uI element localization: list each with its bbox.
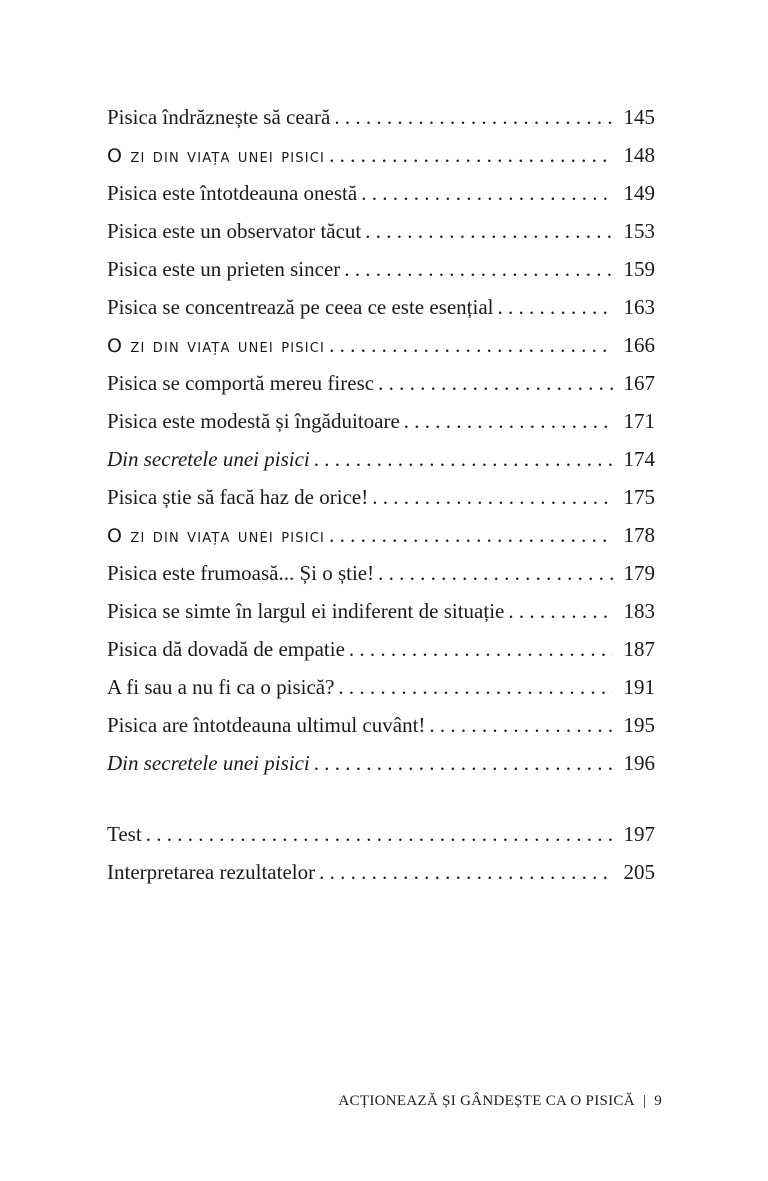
toc-entry (107, 402, 655, 440)
toc-entry (107, 554, 655, 592)
dot-leader (319, 853, 613, 891)
dot-leader (508, 592, 613, 630)
dot-leader (404, 402, 613, 440)
running-title: ACȚIONEAZĂ ȘI GÂNDEȘTE CA O PISICĂ (338, 1093, 635, 1109)
toc-entry-page: 174 (623, 447, 655, 471)
toc-entry-page: 166 (623, 333, 655, 357)
dot-leader (349, 630, 613, 668)
dot-leader (334, 98, 613, 136)
toc-entry (107, 815, 655, 853)
toc-section-chapters (107, 98, 655, 782)
dot-leader (338, 668, 613, 706)
toc-entry-page: 195 (623, 713, 655, 737)
toc-section-gap (107, 782, 655, 815)
toc-entry (107, 174, 655, 212)
toc-entry-title: Interpretarea rezultatelor (107, 860, 316, 884)
toc-entry (107, 326, 655, 364)
dot-leader (378, 364, 613, 402)
dot-leader (329, 516, 613, 554)
toc-entry-title: Pisica este frumoasă... Și o știe! (107, 561, 375, 585)
toc-entry-page: 159 (623, 257, 655, 281)
toc-entry (107, 478, 655, 516)
toc-entry-title: Pisica are întotdeauna ultimul cuvânt! (107, 713, 426, 737)
toc-entry-title: Pisica este întotdeauna onestă (107, 181, 358, 205)
toc-entry-page: 175 (623, 485, 655, 509)
dot-leader (344, 250, 613, 288)
toc-entry-page: 171 (623, 409, 655, 433)
toc-entry-title: Pisica este modestă și îngăduitoare (107, 409, 400, 433)
toc-entry-title: Pisica se simte în largul ei indiferent de situație (107, 599, 505, 623)
toc-entry-title: Din secretele unei pisici (107, 751, 310, 775)
toc-entry (107, 592, 655, 630)
toc-entry-page: 196 (623, 751, 655, 775)
toc-entry-title: Pisica știe să facă haz de orice! (107, 485, 369, 509)
toc-entry (107, 668, 655, 706)
dot-leader (314, 744, 613, 782)
toc-entry-page: 167 (623, 371, 655, 395)
toc-entry-title: Pisica îndrăznește să ceară (107, 105, 331, 129)
toc-entry (107, 250, 655, 288)
toc-entry (107, 516, 655, 554)
toc-section-appendix (107, 815, 655, 891)
page-number: 9 (654, 1093, 662, 1109)
dot-leader (329, 136, 613, 174)
dot-leader (146, 815, 613, 853)
dot-leader (361, 174, 613, 212)
toc-entry-page: 163 (623, 295, 655, 319)
page-footer (338, 1093, 662, 1110)
toc-entry-page: 179 (623, 561, 655, 585)
dot-leader (314, 440, 613, 478)
toc-entry (107, 288, 655, 326)
toc-entry (107, 98, 655, 136)
toc-entry-page: 149 (623, 181, 655, 205)
toc-entry-page: 178 (623, 523, 655, 547)
toc-entry-title: Pisica se concentrează pe ceea ce este esențial (107, 295, 494, 319)
table-of-contents (107, 98, 655, 891)
toc-entry (107, 630, 655, 668)
toc-entry-title: Pisica este un prieten sincer (107, 257, 341, 281)
dot-leader (378, 554, 613, 592)
footer-separator: | (642, 1093, 647, 1109)
toc-entry (107, 706, 655, 744)
toc-entry-page: 197 (623, 822, 655, 846)
toc-entry-title: O zi din viața unei pisici (107, 145, 326, 167)
toc-entry-title: Test (107, 822, 142, 846)
toc-entry-page: 148 (623, 143, 655, 167)
toc-entry-title: Pisica se comportă mereu firesc (107, 371, 375, 395)
toc-entry-title: A fi sau a nu fi ca o pisică? (107, 675, 335, 699)
toc-entry (107, 853, 655, 891)
toc-entry (107, 744, 655, 782)
toc-entry-title: Din secretele unei pisici (107, 447, 310, 471)
toc-entry-page: 205 (623, 860, 655, 884)
toc-entry-page: 145 (623, 105, 655, 129)
toc-entry (107, 212, 655, 250)
toc-entry-title: O zi din viața unei pisici (107, 335, 326, 357)
toc-entry-page: 187 (623, 637, 655, 661)
toc-entry (107, 364, 655, 402)
toc-entry-title: Pisica dă dovadă de empatie (107, 637, 345, 661)
toc-entry-page: 191 (623, 675, 655, 699)
toc-entry (107, 440, 655, 478)
dot-leader (498, 288, 613, 326)
toc-entry-page: 153 (623, 219, 655, 243)
dot-leader (429, 706, 613, 744)
toc-entry-page: 183 (623, 599, 655, 623)
toc-entry-title: Pisica este un observator tăcut (107, 219, 362, 243)
toc-entry (107, 136, 655, 174)
dot-leader (365, 212, 613, 250)
toc-entry-title: O zi din viața unei pisici (107, 525, 326, 547)
dot-leader (329, 326, 613, 364)
dot-leader (372, 478, 613, 516)
